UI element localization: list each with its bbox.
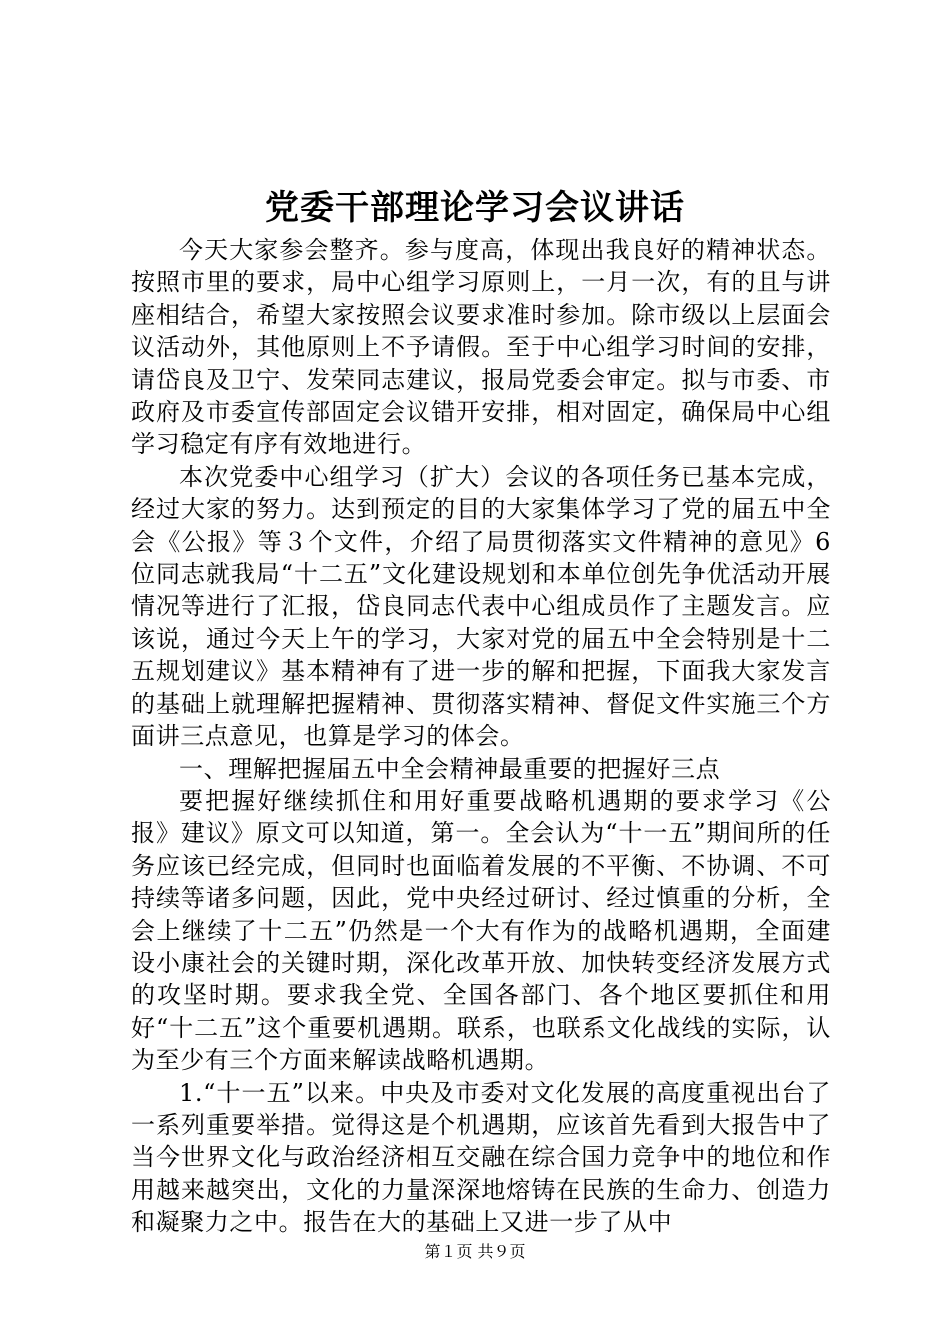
section-heading-1: 一、理解把握届五中全会精神最重要的把握好三点 [179, 754, 721, 783]
document-title: 党委干部理论学习会议讲话 [265, 188, 685, 228]
paragraph-2: 本次党委中心组学习（扩大）会议的各项任务已基本完成，经过大家的努力。达到预定的目的大家集体学习了党的届五中全会《公报》等３个文件，介绍了局贯彻落实文件精神的意见》6位同志就我局“十二五”文化建设规划和本单位创先争优活动开展情况等进行了汇报，岱良同志代表中心组成员作了主题发言。应该说，通过今天上午的学习，大家对党的届五中全会特别是十二五规划建议》基本精神有了进一步的解和把握，下面我大家发言的基础上就理解把握精神、贯彻落实精神、督促文件实施三个方面讲三点意见，也算是学习的体会。 [131, 462, 831, 751]
document-body [131, 234, 831, 1239]
paragraph-4: 1.“十一五”以来。中央及市委对文化发展的高度重视出台了一系列重要举措。觉得这是个机遇期，应该首先看到大报告中了当今世界文化与政治经济相互交融在综合国力竞争中的地位和作用越来越突出，文化的力量深深地熔铸在民族的生命力、创造力和凝聚力之中。报告在大的基础上又进一步了从中 [131, 1078, 831, 1237]
paragraph-1: 今天大家参会整齐。参与度高，体现出我良好的精神状态。按照市里的要求，局中心组学习原则上，一月一次，有的且与讲座相结合，希望大家按照会议要求准时参加。除市级以上层面会议活动外，其他原则上不予请假。至于中心组学习时间的安排，请岱良及卫宁、发荣同志建议，报局党委会审定。拟与市委、市政府及市委宣传部固定会议错开安排，相对固定，确保局中心组学习稳定有序有效地进行。 [131, 236, 831, 459]
paragraph-3: 要把握好继续抓住和用好重要战略机遇期的要求学习《公报》建议》原文可以知道，第一。全会认为“十一五”期间所的任务应该已经完成，但同时也面临着发展的不平衡、不协调、不可持续等诸多问题，因此，党中央经过研讨、经过慎重的分析，全会上继续了十二五”仍然是一个大有作为的战略机遇期，全面建设小康社会的关键时期，深化改革开放、加快转变经济发展方式的攻坚时期。要求我全党、全国各部门、各个地区要抓住和用好“十二五”这个重要机遇期。联系，也联系文化战线的实际，认为至少有三个方面来解读战略机遇期。 [131, 786, 831, 1075]
page-number-footer: 第１页 共９页 [424, 1242, 526, 1261]
